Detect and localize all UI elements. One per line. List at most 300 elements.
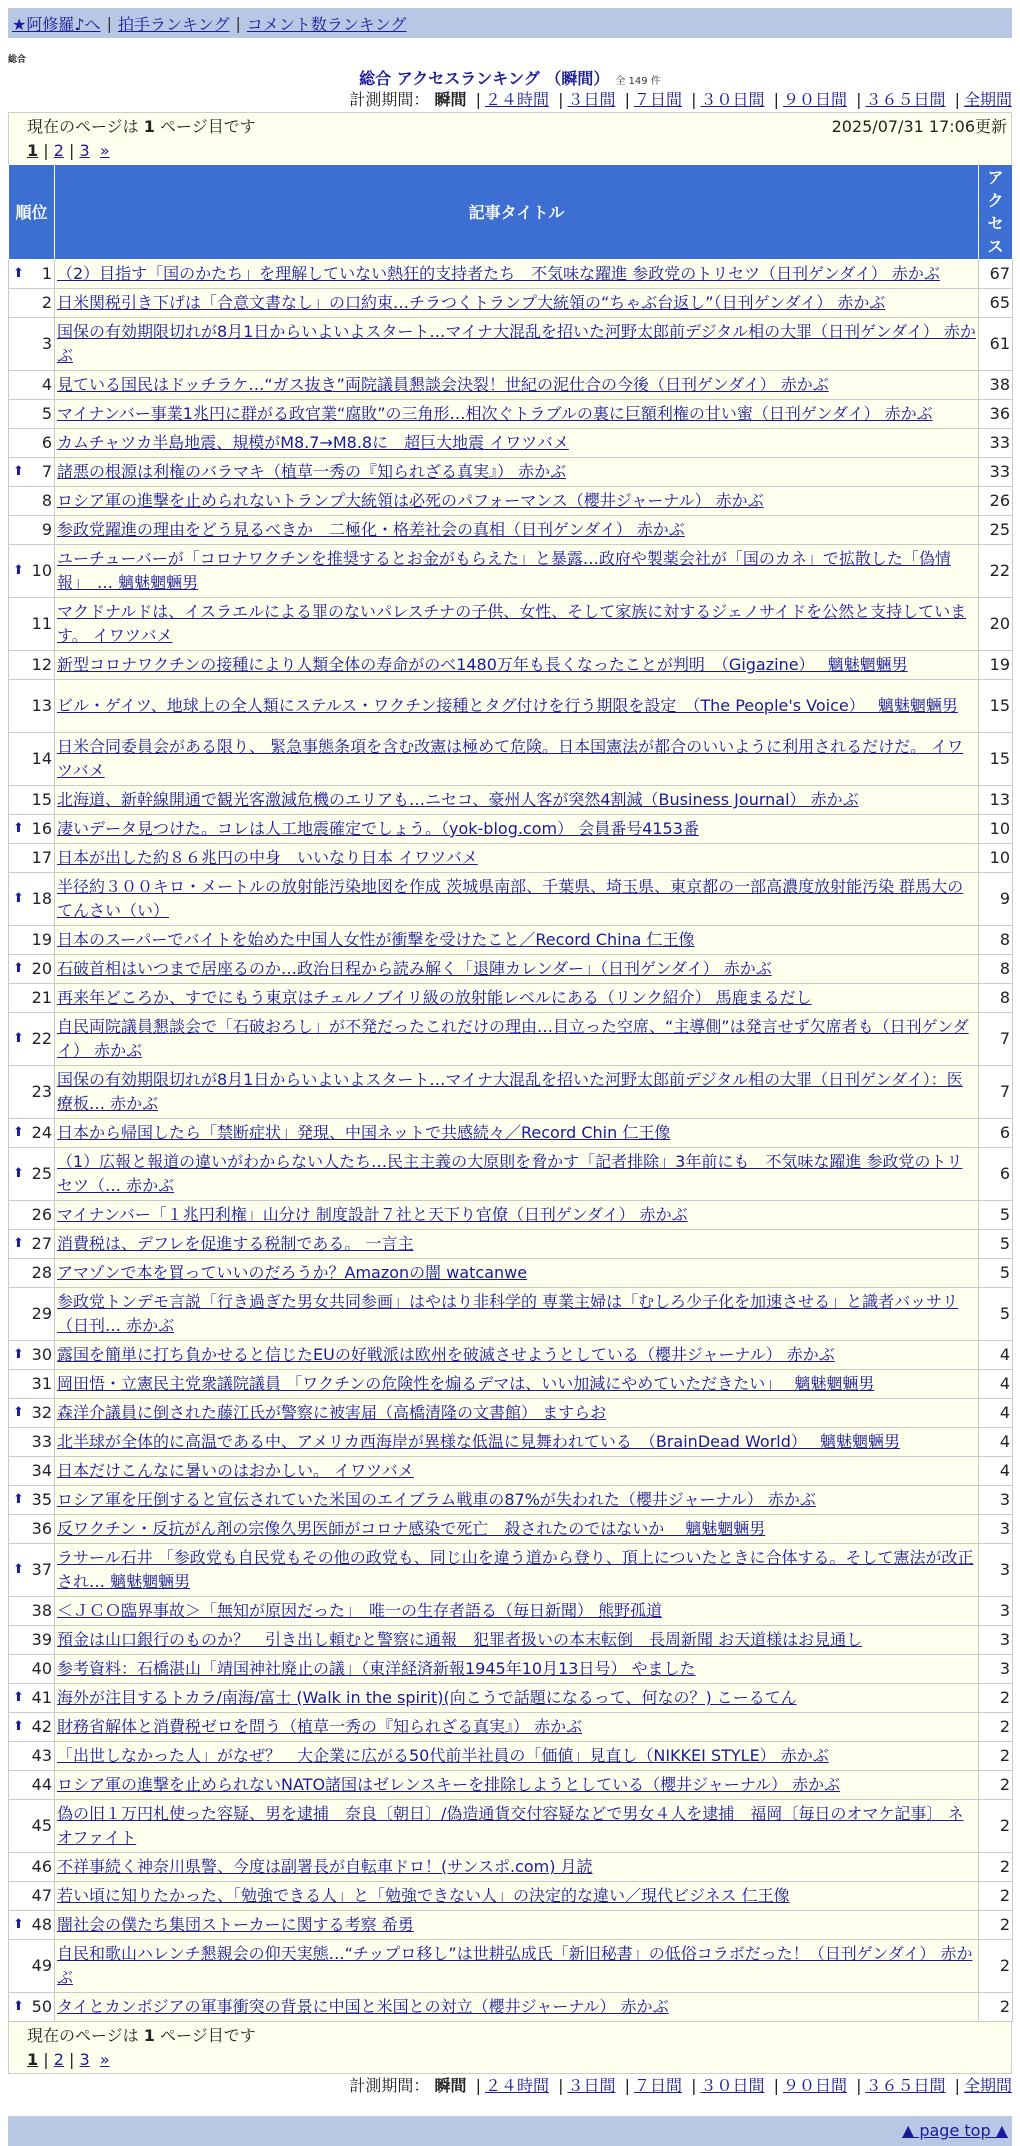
rank-cell	[9, 1684, 55, 1713]
rank-number: 17	[31, 848, 52, 867]
table-row	[9, 400, 1013, 429]
rank-number: 36	[31, 1519, 52, 1538]
article-link[interactable]: ロシア軍の進撃を止められないNATO諸国はゼレンスキーを排除しようとしている（櫻井ジャーナル） 赤かぶ	[57, 1775, 841, 1794]
title-cell	[55, 1119, 979, 1148]
article-link[interactable]: 自民両院議員懇談会で「石破おろし」が不発だったこれだけの理由…目立った空席、“主導側”は発言せず欠席者も（日刊ゲンダイ） 赤かぶ	[57, 1017, 969, 1060]
period-link-7d[interactable]: ７日間	[633, 2076, 682, 2095]
article-link[interactable]: 日本のスーパーでバイトを始めた中国人女性が衝撃を受けたこと／Record China 仁王像	[57, 930, 695, 949]
title-cell	[55, 1066, 979, 1119]
table-row	[9, 1515, 1013, 1544]
title-cell	[55, 1428, 979, 1457]
home-link[interactable]: ★阿修羅♪へ	[12, 14, 101, 34]
rank-number: 39	[31, 1630, 52, 1649]
rank-number: 29	[31, 1304, 52, 1323]
rank-up-arrow-icon: ⬆	[13, 891, 24, 906]
table-row	[9, 1428, 1013, 1457]
title-cell	[55, 1370, 979, 1399]
title-cell	[55, 984, 979, 1013]
period-link-3d[interactable]: ３日間	[567, 90, 616, 109]
rank-cell	[9, 786, 55, 815]
rank-cell	[9, 1259, 55, 1288]
article-link[interactable]: マイナンバー「１兆円利権」山分け 制度設計７社と天下り官僚（日刊ゲンダイ） 赤かぶ	[57, 1205, 688, 1224]
rank-number: 48	[31, 1915, 52, 1934]
rank-up-arrow-icon: ⬆	[13, 1917, 24, 1932]
rank-cell	[9, 1341, 55, 1370]
title-cell	[55, 289, 979, 318]
access-count: 3	[979, 1655, 1013, 1684]
table-row	[9, 318, 1013, 371]
title-cell	[55, 1853, 979, 1882]
table-row	[9, 1066, 1013, 1119]
rank-number: 2	[41, 293, 52, 312]
rank-cell	[9, 598, 55, 651]
updated-timestamp: 2025/07/31 17:06更新	[831, 117, 1007, 136]
article-link[interactable]: 露国を簡単に打ち負かせると信じたEUの好戦派は欧州を破滅させようとしている（櫻井ジャーナル） 赤かぶ	[57, 1345, 835, 1364]
rank-cell	[9, 1013, 55, 1066]
total-count: 全 149 件	[615, 76, 661, 87]
article-link[interactable]: 再来年どころか、すでにもう東京はチェルノブイリ級の放射能レベルにある（リンク紹介） 馬鹿まるだし	[57, 988, 812, 1007]
top-nav-bar	[8, 8, 1012, 38]
article-link[interactable]: ビル・ゲイツ、地球上の全人類にステルス・ワクチン接種とタグ付けを行う期限を設定 （The People's Voice） 魑魅魍魎男	[57, 696, 958, 715]
title-cell	[55, 1597, 979, 1626]
rank-cell	[9, 1655, 55, 1684]
article-link[interactable]: 自民和歌山ハレンチ懇親会の仰天実態…“チップロ移し”は世耕弘成氏「新旧秘書」の低俗コラボだった！（日刊ゲンダイ） 赤かぶ	[57, 1944, 973, 1987]
rank-number: 4	[41, 375, 52, 394]
page-next-link[interactable]: »	[99, 2050, 110, 2069]
table-row	[9, 733, 1013, 786]
title-cell	[55, 429, 979, 458]
access-count: 4	[979, 1457, 1013, 1486]
rank-cell	[9, 1993, 55, 2022]
pagination-bottom: 現在のページは 1 ページ目です 1 | 2 | 3 »	[8, 2022, 1012, 2074]
article-link[interactable]: 岡田悟・立憲民主党衆議院議員 「ワクチンの危険性を煽るデマは、いい加減にやめていただきたい」 魑魅魍魎男	[57, 1374, 875, 1393]
page-current: 1	[27, 141, 39, 160]
rank-cell	[9, 1742, 55, 1771]
article-link[interactable]: 日米合同委員会がある限り、 緊急事態条項を含む改憲は極めて危険。日本国憲法が都合のいいように利用されるだけだ。 イワツバメ	[57, 737, 964, 780]
access-count: 10	[979, 815, 1013, 844]
rank-number: 19	[31, 930, 52, 949]
table-row	[9, 1544, 1013, 1597]
article-link[interactable]: 日米関税引き下げは「合意文書なし」の口約束…チラつくトランプ大統領の“ちゃぶ台返し”（日刊ゲンダイ） 赤かぶ	[57, 293, 886, 312]
page-top-link[interactable]: ▲ page top ▲	[901, 2121, 1008, 2140]
page-title	[8, 66, 1012, 88]
article-link[interactable]: 参考資料：石橋湛山「靖国神社廃止の議」（東洋経済新報1945年10月13日号） やました	[57, 1659, 696, 1678]
article-link[interactable]: 北半球が全体的に高温である中、アメリカ西海岸が異様な低温に見舞われている （BrainDead World） 魑魅魍魎男	[57, 1432, 900, 1451]
access-count: 4	[979, 1428, 1013, 1457]
table-row	[9, 1597, 1013, 1626]
category-label: 総合	[8, 55, 27, 65]
table-row	[9, 371, 1013, 400]
rank-up-arrow-icon: ⬆	[13, 1690, 24, 1705]
rank-number: 30	[31, 1345, 52, 1364]
rank-number: 3	[41, 334, 52, 353]
article-link[interactable]: 北海道、新幹線開通で観光客激減危機のエリアも…ニセコ、豪州人客が突然4割減（Business Journal） 赤かぶ	[57, 790, 859, 809]
table-row	[9, 1940, 1013, 1993]
period-label: 計測期間：	[349, 90, 430, 109]
table-row	[9, 1013, 1013, 1066]
rank-number: 32	[31, 1403, 52, 1422]
article-link[interactable]: ラサール石井 「参政党も自民党もその他の政党も、同じ山を違う道から登り、頂上についたときに合体する。そして憲法が改正され… 魑魅魍魎男	[57, 1548, 974, 1591]
title-cell	[55, 318, 979, 371]
rank-number: 45	[31, 1816, 52, 1835]
rank-cell	[9, 1399, 55, 1428]
rank-up-arrow-icon: ⬆	[13, 266, 24, 281]
title-cell	[55, 1013, 979, 1066]
ranking-table	[8, 164, 1013, 2022]
access-count: 7	[979, 1013, 1013, 1066]
column-header-rank: 順位	[9, 165, 55, 260]
title-cell	[55, 1655, 979, 1684]
article-link[interactable]: タイとカンボジアの軍事衝突の背景に中国と米国との対立（櫻井ジャーナル） 赤かぶ	[57, 1997, 669, 2016]
title-cell	[55, 1713, 979, 1742]
access-count: 2	[979, 1684, 1013, 1713]
rank-number: 18	[31, 889, 52, 908]
article-link[interactable]: 財務省解体と消費税ゼロを問う（植草一秀の『知られざる真実』） 赤かぶ	[57, 1717, 583, 1736]
table-row	[9, 651, 1013, 680]
column-header-access: アクセス	[979, 165, 1013, 260]
title-cell	[55, 545, 979, 598]
rank-cell	[9, 815, 55, 844]
rank-number: 40	[31, 1659, 52, 1678]
rank-number: 31	[31, 1374, 52, 1393]
article-link[interactable]: カムチャツカ半島地震、規模がM8.7→M8.8に 超巨大地震 イワツバメ	[57, 433, 569, 452]
access-count: 15	[979, 733, 1013, 786]
rank-number: 25	[31, 1164, 52, 1183]
article-link[interactable]: ロシア軍の進撃を止められないトランプ大統領は必死のパフォーマンス（櫻井ジャーナル） 赤かぶ	[57, 491, 764, 510]
title-cell	[55, 1201, 979, 1230]
article-link[interactable]: 日本だけこんなに暑いのはおかしい。 イワツバメ	[57, 1461, 414, 1480]
table-row	[9, 260, 1013, 289]
page-link-2[interactable]: 2	[53, 141, 64, 160]
table-row	[9, 815, 1013, 844]
title-cell	[55, 260, 979, 289]
table-row	[9, 926, 1013, 955]
rank-number: 14	[31, 749, 52, 768]
title-cell	[55, 733, 979, 786]
title-cell	[55, 1399, 979, 1428]
rank-number: 24	[31, 1123, 52, 1142]
article-link[interactable]: 預金は山口銀行のものか？ 引き出し頼むと警察に通報 犯罪者扱いの本末転倒 長周新聞 お天道様はお見通し	[57, 1630, 863, 1649]
rank-up-arrow-icon: ⬆	[13, 961, 24, 976]
access-count: 6	[979, 1148, 1013, 1201]
period-link-3d[interactable]: ３日間	[567, 2076, 616, 2095]
table-row	[9, 1486, 1013, 1515]
period-link-365d[interactable]: ３６５日間	[865, 90, 946, 109]
table-row	[9, 1341, 1013, 1370]
access-count: 3	[979, 1626, 1013, 1655]
access-count: 19	[979, 651, 1013, 680]
page-link-3[interactable]: 3	[79, 2050, 90, 2069]
rank-number: 50	[31, 1997, 52, 2016]
title-cell	[55, 1742, 979, 1771]
table-row	[9, 1457, 1013, 1486]
period-link-all[interactable]: 全期間	[963, 90, 1012, 109]
rank-up-arrow-icon: ⬆	[13, 1999, 24, 2014]
rank-cell	[9, 1148, 55, 1201]
page-link-3[interactable]: 3	[79, 141, 90, 160]
nav-separator: |	[106, 13, 112, 33]
access-count: 33	[979, 429, 1013, 458]
article-link[interactable]: 闇社会の僕たち集団ストーカーに関する考察 希勇	[57, 1915, 414, 1934]
period-link-24h[interactable]: ２４時間	[484, 2076, 549, 2095]
access-count: 22	[979, 545, 1013, 598]
article-link[interactable]: 「出世しなかった人」がなぜ？ 大企業に広がる50代前半社員の「価値」見直し（NIKKEI STYLE） 赤かぶ	[57, 1746, 829, 1765]
article-link[interactable]: 日本が出した約８６兆円の中身 いいなり日本 イワツバメ	[57, 848, 478, 867]
article-link[interactable]: 国保の有効期限切れが8月1日からいよいよスタート…マイナ大混乱を招いた河野太郎前デジタル相の大罪（日刊ゲンダイ） 赤かぶ	[57, 322, 976, 365]
rank-up-arrow-icon: ⬆	[13, 1031, 24, 1046]
rank-up-arrow-icon: ⬆	[13, 1347, 24, 1362]
access-count: 36	[979, 400, 1013, 429]
article-link[interactable]: 海外が注目するトカラ/南海/富士 (Walk in the spirit)(向こうで話題になるって、何なの？) こーるてん	[57, 1688, 797, 1707]
title-cell	[55, 516, 979, 545]
title-cell	[55, 400, 979, 429]
access-count: 3	[979, 1486, 1013, 1515]
access-count: 2	[979, 1853, 1013, 1882]
period-link-30d[interactable]: ３０日間	[700, 2076, 765, 2095]
article-link[interactable]: 日本から帰国したら「禁断症状」発現、中国ネットで共感続々／Record Chin 仁王像	[57, 1123, 671, 1142]
article-link[interactable]: マイナンバー事業1兆円に群がる政官業“腐敗”の三角形…相次ぐトラブルの裏に巨額利権の甘い蜜（日刊ゲンダイ） 赤かぶ	[57, 404, 933, 423]
table-row	[9, 955, 1013, 984]
table-row	[9, 458, 1013, 487]
rank-number: 38	[31, 1601, 52, 1620]
nav-separator: |	[235, 13, 241, 33]
access-count: 10	[979, 844, 1013, 873]
table-row	[9, 873, 1013, 926]
table-row	[9, 1119, 1013, 1148]
rank-cell	[9, 1370, 55, 1399]
access-count: 3	[979, 1515, 1013, 1544]
rank-cell	[9, 1771, 55, 1800]
article-link[interactable]: 不祥事続く神奈川県警、今度は副署長が自転車ドロ！(サンスポ.com) 月読	[57, 1857, 593, 1876]
period-link-90d[interactable]: ９０日間	[782, 90, 847, 109]
article-link[interactable]: 諸悪の根源は利権のバラマキ（植草一秀の『知られざる真実』） 赤かぶ	[57, 462, 567, 481]
title-cell	[55, 1230, 979, 1259]
rank-number: 7	[41, 462, 52, 481]
table-row	[9, 1626, 1013, 1655]
rank-number: 1	[41, 264, 52, 283]
rank-up-arrow-icon: ⬆	[13, 1562, 24, 1577]
table-row	[9, 1771, 1013, 1800]
article-link[interactable]: 国保の有効期限切れが8月1日からいよいよスタート…マイナ大混乱を招いた河野太郎前デジタル相の大罪（日刊ゲンダイ）：医療板… 赤かぶ	[57, 1070, 963, 1113]
title-cell	[55, 1800, 979, 1853]
title-cell	[55, 371, 979, 400]
period-link-7d[interactable]: ７日間	[633, 90, 682, 109]
rank-number: 22	[31, 1029, 52, 1048]
table-row	[9, 289, 1013, 318]
access-count: 8	[979, 984, 1013, 1013]
article-link[interactable]: アマゾンで本を買っていいのだろうか？Amazonの闇 watcanwe	[57, 1263, 528, 1282]
title-cell	[55, 955, 979, 984]
access-count: 3	[979, 1544, 1013, 1597]
rank-number: 41	[31, 1688, 52, 1707]
title-cell	[55, 651, 979, 680]
title-cell	[55, 598, 979, 651]
rank-up-arrow-icon: ⬆	[13, 1236, 24, 1251]
rank-cell	[9, 844, 55, 873]
period-link-90d[interactable]: ９０日間	[782, 2076, 847, 2095]
rank-cell	[9, 873, 55, 926]
rank-number: 16	[31, 819, 52, 838]
rank-number: 46	[31, 1857, 52, 1876]
table-row	[9, 1230, 1013, 1259]
table-row	[9, 598, 1013, 651]
article-link[interactable]: 反ワクチン・反抗がん剤の宗像久男医師がコロナ感染で死亡 殺されたのではないか 魑魅魍魎男	[57, 1519, 766, 1538]
rank-cell	[9, 1288, 55, 1341]
article-link[interactable]: 半径約３００キロ・メートルの放射能汚染地図を作成 茨城県南部、千葉県、埼玉県、東京都の一部高濃度放射能汚染 群馬大のてんさい（い）	[57, 877, 964, 920]
footer-bar	[8, 2116, 1012, 2146]
rank-cell	[9, 1201, 55, 1230]
rank-cell	[9, 318, 55, 371]
rank-cell	[9, 289, 55, 318]
rank-cell	[9, 955, 55, 984]
rank-cell	[9, 487, 55, 516]
article-link[interactable]: （2）目指す「国のかたち」を理解していない熱狂的支持者たち 不気味な躍進 参政党のトリセツ（日刊ゲンダイ） 赤かぶ	[57, 264, 940, 283]
article-link[interactable]: 参政党トンデモ言説「行き過ぎた男女共同参画」はやはり非科学的 専業主婦は「むしろ少子化を加速させる」と識者バッサリ（日刊… 赤かぶ	[57, 1292, 959, 1335]
table-row	[9, 1993, 1013, 2022]
access-count: 25	[979, 516, 1013, 545]
title-cell	[55, 1993, 979, 2022]
rank-up-arrow-icon: ⬆	[13, 1125, 24, 1140]
period-link-all[interactable]: 全期間	[963, 2076, 1012, 2095]
access-count: 2	[979, 1771, 1013, 1800]
comment-ranking-link[interactable]: コメント数ランキング	[246, 14, 407, 34]
ranking-heading: 総合 アクセスランキング （瞬間）	[359, 69, 610, 88]
period-link-365d[interactable]: ３６５日間	[865, 2076, 946, 2095]
rank-cell	[9, 1882, 55, 1911]
period-link-24h[interactable]: ２４時間	[484, 90, 549, 109]
rank-up-arrow-icon: ⬆	[13, 464, 24, 479]
table-row	[9, 429, 1013, 458]
access-count: 38	[979, 371, 1013, 400]
article-link[interactable]: ユーチューバーが「コロナワクチンを推奨するとお金がもらえた」と暴露…政府や製薬会社が「国のカネ」で拡散した「偽情報」 … 魑魅魍魎男	[57, 549, 951, 592]
title-cell	[55, 1259, 979, 1288]
rank-number: 34	[31, 1461, 52, 1480]
rank-number: 21	[31, 988, 52, 1007]
rank-cell	[9, 1911, 55, 1940]
table-row	[9, 516, 1013, 545]
rank-cell	[9, 1515, 55, 1544]
access-count: 8	[979, 926, 1013, 955]
access-count: 4	[979, 1370, 1013, 1399]
page-current: 1	[27, 2050, 39, 2069]
access-count: 2	[979, 1993, 1013, 2022]
page-link-2[interactable]: 2	[53, 2050, 64, 2069]
article-link[interactable]: 新型コロナワクチンの接種により人類全体の寿命がのべ1480万年も長くなったことが判明 （Gigazine） 魑魅魍魎男	[57, 655, 908, 674]
access-count: 6	[979, 1119, 1013, 1148]
rank-number: 27	[31, 1234, 52, 1253]
rank-cell	[9, 1230, 55, 1259]
period-link-30d[interactable]: ３０日間	[700, 90, 765, 109]
rank-cell	[9, 1066, 55, 1119]
access-count: 5	[979, 1201, 1013, 1230]
article-link[interactable]: 参政党躍進の理由をどう見るべきか 二極化・格差社会の真相（日刊ゲンダイ） 赤かぶ	[57, 520, 685, 539]
rank-cell	[9, 1853, 55, 1882]
access-count: 5	[979, 1259, 1013, 1288]
rank-cell	[9, 1119, 55, 1148]
title-cell	[55, 844, 979, 873]
article-link[interactable]: 見ている国民はドッチラケ…“ガス抜き”両院議員懇談会決裂！世紀の泥仕合の今後（日刊ゲンダイ） 赤かぶ	[57, 375, 829, 394]
period-current: 瞬間	[434, 2076, 467, 2095]
rank-number: 9	[41, 520, 52, 539]
table-row	[9, 1684, 1013, 1713]
rank-up-arrow-icon: ⬆	[13, 1405, 24, 1420]
rank-cell	[9, 1713, 55, 1742]
rank-number: 37	[31, 1560, 52, 1579]
access-count: 65	[979, 289, 1013, 318]
title-cell	[55, 786, 979, 815]
access-count: 4	[979, 1341, 1013, 1370]
rank-number: 49	[31, 1956, 52, 1975]
table-row	[9, 1800, 1013, 1853]
article-link[interactable]: 消費税は、デフレを促進する税制である。 一言主	[57, 1234, 414, 1253]
title-cell	[55, 1771, 979, 1800]
table-row	[9, 1853, 1013, 1882]
rank-cell	[9, 1428, 55, 1457]
article-link[interactable]: 石破首相はいつまで居座るのか…政治日程から読み解く「退陣カレンダー」（日刊ゲンダイ） 赤かぶ	[57, 959, 772, 978]
rank-number: 5	[41, 404, 52, 423]
access-count: 26	[979, 487, 1013, 516]
article-link[interactable]: ＜ＪＣＯ臨界事故＞「無知が原因だった」 唯一の生存者語る（毎日新聞） 熊野孤道	[57, 1601, 663, 1620]
period-label: 計測期間：	[349, 2076, 430, 2095]
rank-cell	[9, 545, 55, 598]
access-count: 15	[979, 680, 1013, 733]
article-link[interactable]: 凄いデータ見つけた。コレは人工地震確定でしょう。（yok-blog.com） 会員番号4153番	[57, 819, 699, 838]
page-info: 現在のページは 1 ページ目です	[27, 2026, 256, 2045]
rank-number: 12	[31, 655, 52, 674]
access-count: 2	[979, 1742, 1013, 1771]
table-row	[9, 844, 1013, 873]
title-cell	[55, 458, 979, 487]
table-row	[9, 1911, 1013, 1940]
clap-ranking-link[interactable]: 拍手ランキング	[117, 14, 230, 34]
article-link[interactable]: 若い頃に知りたかった、「勉強できる人」と「勉強できない人」の決定的な違い／現代ビジネス 仁王像	[57, 1886, 790, 1905]
title-cell	[55, 1684, 979, 1713]
table-row	[9, 1882, 1013, 1911]
access-count: 4	[979, 1399, 1013, 1428]
rank-cell	[9, 260, 55, 289]
title-cell	[55, 1940, 979, 1993]
table-row	[9, 786, 1013, 815]
article-link[interactable]: 森洋介議員に倒された藤江氏が警察に被害届（高橋清隆の文書館） ますらお	[57, 1403, 607, 1422]
article-link[interactable]: （1）広報と報道の違いがわからない人たち…民主主義の大原則を脅かす「記者排除」3年前にも 不気味な躍進 参政党のトリセツ（… 赤かぶ	[57, 1152, 963, 1195]
access-count: 5	[979, 1288, 1013, 1341]
rank-cell	[9, 1800, 55, 1853]
access-count: 2	[979, 1940, 1013, 1993]
article-link[interactable]: ロシア軍を圧倒すると宣伝されていた米国のエイブラム戦車の87%が失われた（櫻井ジャーナル） 赤かぶ	[57, 1490, 816, 1509]
table-row	[9, 1655, 1013, 1684]
article-link[interactable]: 偽の旧１万円札使った容疑、男を逮捕 奈良〔朝日〕/偽造通貨交付容疑などで男女４人を逮捕 福岡〔毎日のオマケ記事〕 ネオファイト	[57, 1804, 964, 1847]
title-cell	[55, 1341, 979, 1370]
access-count: 2	[979, 1911, 1013, 1940]
rank-up-arrow-icon: ⬆	[13, 563, 24, 578]
period-selector-bottom: 計測期間： 瞬間 | ２４時間 | ３日間 | ７日間 | ３０日間 | ９０日間 | ３６５日間 | 全期間	[349, 2076, 1012, 2095]
access-count: 67	[979, 260, 1013, 289]
rank-cell	[9, 1940, 55, 1993]
rank-cell	[9, 984, 55, 1013]
rank-number: 43	[31, 1746, 52, 1765]
title-cell	[55, 487, 979, 516]
title-cell	[55, 1457, 979, 1486]
period-current: 瞬間	[434, 90, 467, 109]
access-count: 7	[979, 1066, 1013, 1119]
page-info: 現在のページは 1 ページ目です	[27, 117, 256, 136]
rank-up-arrow-icon: ⬆	[13, 1719, 24, 1734]
rank-cell	[9, 400, 55, 429]
page-next-link[interactable]: »	[99, 141, 110, 160]
rank-number: 44	[31, 1775, 52, 1794]
table-row	[9, 984, 1013, 1013]
article-link[interactable]: マクドナルドは、イスラエルによる罪のないパレスチナの子供、女性、そして家族に対するジェノサイドを公然と支持しています。 イワツバメ	[57, 602, 967, 645]
